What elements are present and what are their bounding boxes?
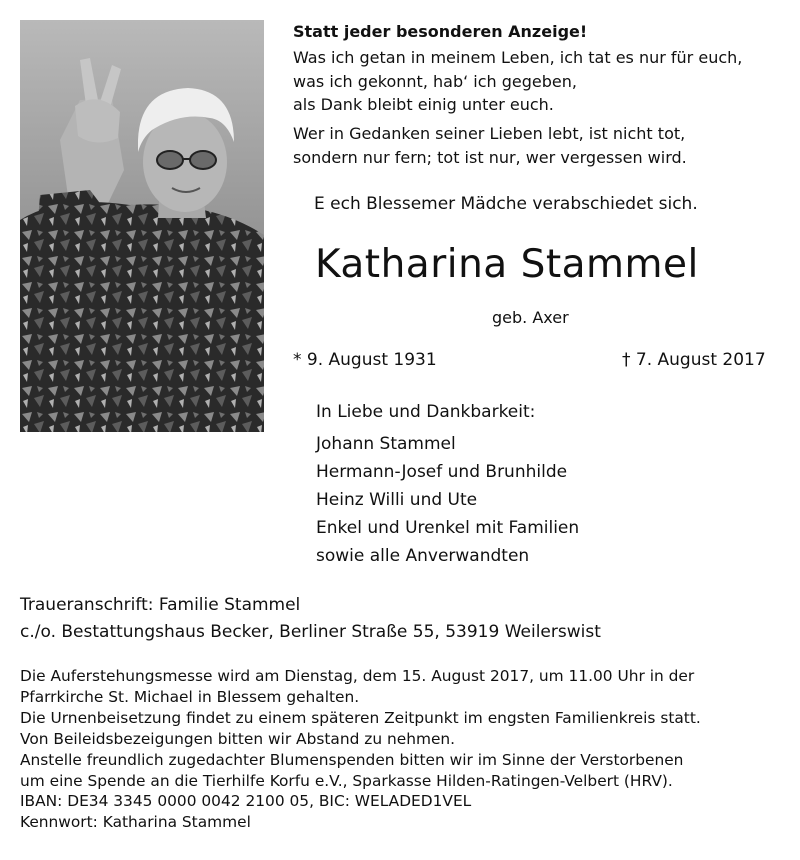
address-line: c./o. Bestattungshaus Becker, Berliner Straße 55, 53919 Weilerswist [20, 622, 601, 642]
poem-line: Wer in Gedanken seiner Lieben lebt, ist nicht tot, [293, 124, 686, 143]
mourners-list [316, 430, 579, 570]
note-line: um eine Spende an die Tierhilfe Korfu e.V., Sparkasse Hilden-Ratingen-Velbert (HRV). [20, 771, 673, 790]
mourner-entry: Enkel und Urenkel mit Familien [316, 518, 580, 538]
note-line: IBAN: DE34 3345 0000 0042 2100 05, BIC: WELADED1VEL [20, 792, 472, 811]
note-line: Anstelle freundlich zugedachter Blumenspenden bitten wir im Sinne der Verstorbenen [20, 750, 684, 769]
mourner-entry: Hermann-Josef und Brunhilde [316, 462, 568, 482]
death-date: † 7. August 2017 [622, 350, 766, 370]
note-line: Von Beileidsbezeigungen bitten wir Abstand zu nehmen. [20, 729, 456, 748]
service-notes [20, 666, 701, 833]
portrait-photo [20, 20, 264, 432]
farewell-line: E ech Blessemer Mädche verabschiedet sich. [314, 194, 698, 214]
mourner-entry: Johann Stammel [316, 434, 456, 454]
mourner-entry: Heinz Willi und Ute [316, 490, 478, 510]
mourner-entry: sowie alle Anverwandten [316, 546, 530, 566]
birth-date: * 9. August 1931 [293, 350, 437, 370]
note-line: Die Urnenbeisetzung findet zu einem späteren Zeitpunkt im engsten Familienkreis statt. [20, 708, 701, 727]
deceased-name: Katharina Stammel [315, 242, 699, 287]
mourning-address [20, 592, 601, 646]
poem-line: Was ich getan in meinem Leben, ich tat es nur für euch, [293, 48, 743, 67]
note-line: Kennwort: Katharina Stammel [20, 813, 251, 832]
maiden-name: geb. Axer [492, 308, 569, 327]
poem-line: was ich gekonnt, hab‘ ich gegeben, [293, 71, 577, 91]
poem-stanza-2 [293, 122, 687, 169]
notice-heading: Statt jeder besonderen Anzeige! [293, 22, 588, 41]
mourners-intro: In Liebe und Dankbarkeit: [316, 402, 536, 422]
portrait-illustration [20, 20, 264, 432]
poem-line: sondern nur fern; tot ist nur, wer vergessen wird. [293, 147, 687, 167]
address-line: Traueranschrift: Familie Stammel [20, 595, 301, 615]
note-line: Die Auferstehungsmesse wird am Dienstag, dem 15. August 2017, um 11.00 Uhr in der [20, 667, 695, 685]
note-line: Pfarrkirche St. Michael in Blessem gehalten. [20, 687, 360, 706]
poem-line: als Dank bleibt einig unter euch. [293, 95, 554, 114]
poem-stanza-1 [293, 46, 742, 117]
